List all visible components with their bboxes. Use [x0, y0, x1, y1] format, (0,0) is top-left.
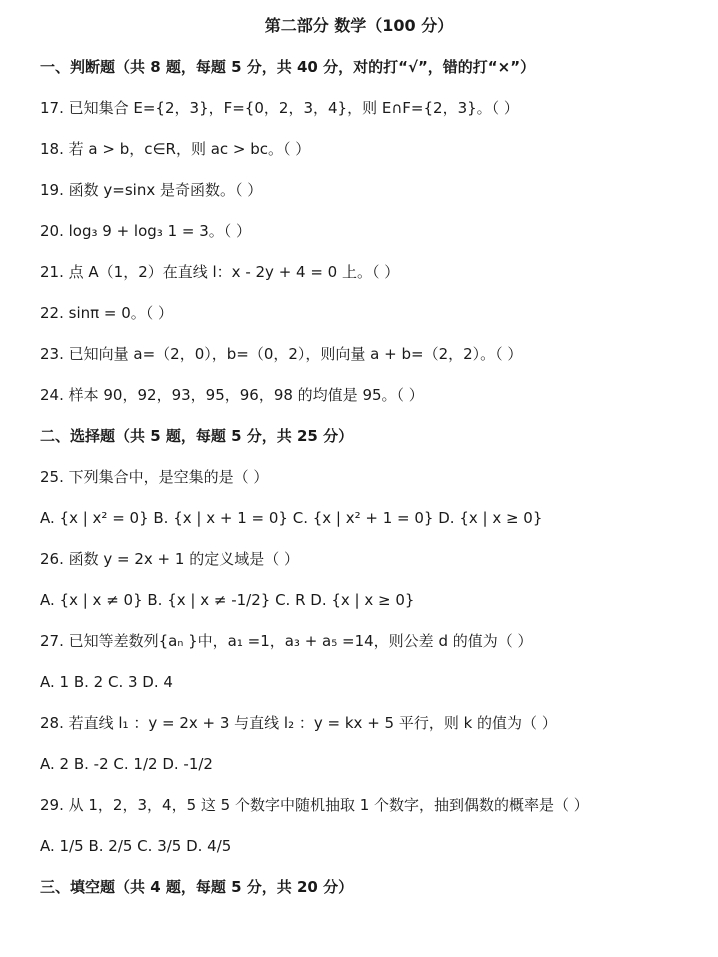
line-10: 二、选择题（共 5 题，每题 5 分，共 25 分） — [40, 427, 354, 445]
line-8: 23. 已知向量 a=（2，0），b=（0，2），则向量 a + b=（2，2）。（ ） — [40, 345, 523, 363]
page-title: 第二部分 数学（100 分） — [264, 16, 454, 35]
line-3: 18. 若 a > b，c∈R，则 ac > bc。（ ） — [40, 140, 311, 158]
line-9: 24. 样本 90，92，93，95，96，98 的均值是 95。（ ） — [40, 386, 424, 404]
line-5: 20. log₃ 9 + log₃ 1 = 3。（ ） — [40, 222, 252, 240]
line-11: 25. 下列集合中，是空集的是（ ） — [40, 468, 269, 486]
line-2: 17. 已知集合 E={2，3}，F={0，2，3，4}，则 E∩F={2，3}。（ ） — [40, 99, 519, 117]
line-4: 19. 函数 y=sinx 是奇函数。（ ） — [40, 181, 263, 199]
line-17: 28. 若直线 l₁ ：y = 2x + 3 与直线 l₂ ：y = kx + 5 平行，则 k 的值为（ ） — [40, 714, 557, 732]
line-6: 21. 点 A（1，2）在直线 l：x - 2y + 4 = 0 上。（ ） — [40, 263, 400, 281]
line-21: 三、填空题（共 4 题，每题 5 分，共 20 分） — [40, 878, 354, 896]
line-12: A. {x | x² = 0} B. {x | x + 1 = 0} C. {x | x² + 1 = 0} D. {x | x ≥ 0} — [40, 509, 543, 527]
line-13: 26. 函数 y = 2x + 1 的定义域是（ ） — [40, 550, 299, 568]
line-14: A. {x | x ≠ 0} B. {x | x ≠ -1/2} C. R D. {x | x ≥ 0} — [40, 591, 415, 609]
line-1: 一、判断题（共 8 题，每题 5 分，共 40 分，对的打“√”，错的打“×”） — [40, 58, 536, 76]
line-18: A. 2 B. -2 C. 1/2 D. -1/2 — [40, 755, 213, 773]
line-7: 22. sinπ = 0。（ ） — [40, 304, 174, 322]
line-20: A. 1/5 B. 2/5 C. 3/5 D. 4/5 — [40, 837, 232, 855]
line-19: 29. 从 1，2，3，4，5 这 5 个数字中随机抽取 1 个数字，抽到偶数的概率是（ ） — [40, 796, 589, 814]
line-15: 27. 已知等差数列{aₙ }中，a₁ =1，a₃ + a₅ =14，则公差 d 的值为（ ） — [40, 632, 533, 650]
line-16: A. 1 B. 2 C. 3 D. 4 — [40, 673, 173, 691]
